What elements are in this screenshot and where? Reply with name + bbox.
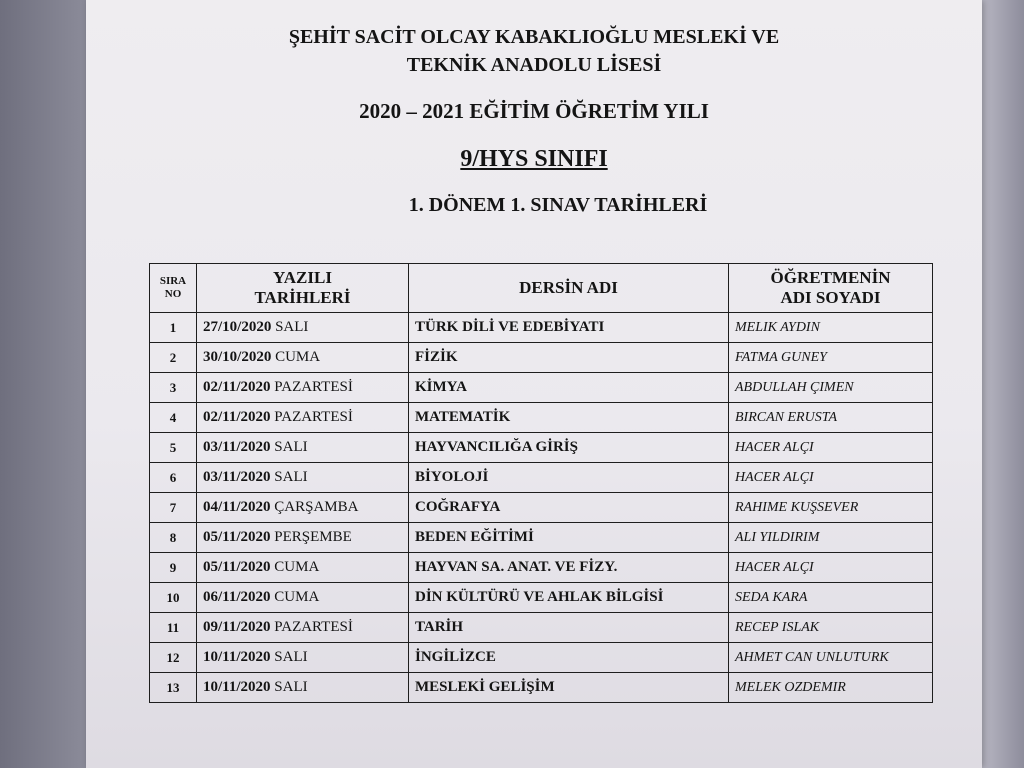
exam-date-cell xyxy=(197,643,409,673)
course-name-cell: BİYOLOJİ xyxy=(409,463,729,493)
exam-date-cell xyxy=(197,343,409,373)
class-title: 9/HYS SINIFI xyxy=(460,146,608,172)
teacher-name-cell: ALI YILDIRIM xyxy=(729,523,933,553)
exam-date: 02/11/2020 xyxy=(203,409,271,425)
table-body xyxy=(150,313,933,703)
exam-date-cell xyxy=(197,673,409,703)
exam-weekday: CUMA xyxy=(275,349,321,365)
exam-date-cell xyxy=(197,493,409,523)
course-name-cell: DİN KÜLTÜRÜ VE AHLAK BİLGİSİ xyxy=(409,583,729,613)
course-name-cell: İNGİLİZCE xyxy=(409,643,729,673)
exam-date: 03/11/2020 xyxy=(203,469,271,485)
exam-date-cell xyxy=(197,583,409,613)
row-number-cell: 7 xyxy=(150,493,197,523)
exam-date: 06/11/2020 xyxy=(203,589,271,605)
exam-date-cell xyxy=(197,313,409,343)
table-row xyxy=(150,493,933,523)
exam-schedule-table xyxy=(149,263,933,703)
exam-weekday: SALI xyxy=(274,469,308,485)
course-name-cell: COĞRAFYA xyxy=(409,493,729,523)
row-number-cell: 12 xyxy=(150,643,197,673)
exam-weekday: ÇARŞAMBA xyxy=(274,499,359,515)
column-header-teacher-line1: ÖĞRETMENİN xyxy=(770,268,891,287)
table-row xyxy=(150,523,933,553)
academic-year: 2020 – 2021 EĞİTİM ÖĞRETİM YILI xyxy=(359,99,709,123)
exam-weekday: PAZARTESİ xyxy=(274,409,353,425)
exam-date: 05/11/2020 xyxy=(203,529,271,545)
row-number-cell: 13 xyxy=(150,673,197,703)
course-name-cell: MATEMATİK xyxy=(409,403,729,433)
row-number-cell: 10 xyxy=(150,583,197,613)
row-number-cell: 1 xyxy=(150,313,197,343)
teacher-name-cell: SEDA KARA xyxy=(729,583,933,613)
exam-weekday: SALI xyxy=(275,319,309,335)
column-header-teacher xyxy=(729,264,933,313)
teacher-name-cell: RECEP ISLAK xyxy=(729,613,933,643)
table-row xyxy=(150,373,933,403)
table-row xyxy=(150,463,933,493)
teacher-name-cell: MELEK OZDEMIR xyxy=(729,673,933,703)
display-bezel xyxy=(982,0,1024,768)
exam-weekday: PAZARTESİ xyxy=(274,619,353,635)
column-header-date xyxy=(197,264,409,313)
table-row xyxy=(150,553,933,583)
table-row xyxy=(150,613,933,643)
school-name-line2: TEKNİK ANADOLU LİSESİ xyxy=(406,54,662,76)
course-name-cell: TÜRK DİLİ VE EDEBİYATI xyxy=(409,313,729,343)
table-row xyxy=(150,403,933,433)
exam-date-cell xyxy=(197,463,409,493)
exam-weekday: SALI xyxy=(274,439,308,455)
exam-date: 10/11/2020 xyxy=(203,679,271,695)
exam-date-cell xyxy=(197,553,409,583)
teacher-name-cell: HACER ALÇI xyxy=(729,433,933,463)
course-name-cell: MESLEKİ GELİŞİM xyxy=(409,673,729,703)
column-header-no-line1: SIRA xyxy=(159,275,187,287)
table-row xyxy=(150,343,933,373)
table-row xyxy=(150,313,933,343)
teacher-name-cell: HACER ALÇI xyxy=(729,553,933,583)
column-header-date-line2: TARİHLERİ xyxy=(254,288,351,307)
teacher-name-cell: ABDULLAH ÇIMEN xyxy=(729,373,933,403)
teacher-name-cell: MELIK AYDIN xyxy=(729,313,933,343)
teacher-name-cell: HACER ALÇI xyxy=(729,463,933,493)
column-header-course: DERSİN ADI xyxy=(409,264,729,313)
exam-date: 03/11/2020 xyxy=(203,439,271,455)
school-name-line1: ŞEHİT SACİT OLCAY KABAKLIOĞLU MESLEKİ VE xyxy=(288,26,780,48)
exam-weekday: PAZARTESİ xyxy=(274,379,353,395)
column-header-date-line1: YAZILI xyxy=(273,268,332,287)
column-header-teacher-line2: ADI SOYADI xyxy=(780,288,881,307)
exam-date: 30/10/2020 xyxy=(203,349,272,365)
teacher-name-cell: RAHIME KUŞSEVER xyxy=(729,493,933,523)
course-name-cell: HAYVANCILIĞA GİRİŞ xyxy=(409,433,729,463)
course-name-cell: BEDEN EĞİTİMİ xyxy=(409,523,729,553)
course-name-cell: HAYVAN SA. ANAT. VE FİZY. xyxy=(409,553,729,583)
exam-date: 27/10/2020 xyxy=(203,319,272,335)
exam-weekday: SALI xyxy=(274,679,308,695)
exam-weekday: CUMA xyxy=(274,589,320,605)
exam-term-title: 1. DÖNEM 1. SINAV TARİHLERİ xyxy=(408,194,708,216)
table-row xyxy=(150,673,933,703)
row-number-cell: 4 xyxy=(150,403,197,433)
exam-date-cell xyxy=(197,523,409,553)
exam-date: 05/11/2020 xyxy=(203,559,271,575)
row-number-cell: 3 xyxy=(150,373,197,403)
exam-date: 10/11/2020 xyxy=(203,649,271,665)
table-row xyxy=(150,643,933,673)
exam-date: 09/11/2020 xyxy=(203,619,271,635)
column-header-no xyxy=(150,264,197,313)
teacher-name-cell: FATMA GUNEY xyxy=(729,343,933,373)
exam-date: 02/11/2020 xyxy=(203,379,271,395)
row-number-cell: 11 xyxy=(150,613,197,643)
teacher-name-cell: BIRCAN ERUSTA xyxy=(729,403,933,433)
exam-date: 04/11/2020 xyxy=(203,499,271,515)
row-number-cell: 2 xyxy=(150,343,197,373)
course-name-cell: KİMYA xyxy=(409,373,729,403)
exam-date-cell xyxy=(197,613,409,643)
teacher-name-cell: AHMET CAN UNLUTURK xyxy=(729,643,933,673)
table-row xyxy=(150,433,933,463)
course-name-cell: FİZİK xyxy=(409,343,729,373)
exam-date-cell xyxy=(197,373,409,403)
row-number-cell: 5 xyxy=(150,433,197,463)
exam-date-cell xyxy=(197,403,409,433)
row-number-cell: 9 xyxy=(150,553,197,583)
row-number-cell: 8 xyxy=(150,523,197,553)
table-header-row xyxy=(150,264,933,313)
exam-weekday: CUMA xyxy=(274,559,320,575)
column-header-no-line2: NO xyxy=(164,288,182,300)
row-number-cell: 6 xyxy=(150,463,197,493)
table-row xyxy=(150,583,933,613)
exam-weekday: PERŞEMBE xyxy=(274,529,352,545)
exam-date-cell xyxy=(197,433,409,463)
course-name-cell: TARİH xyxy=(409,613,729,643)
exam-weekday: SALI xyxy=(274,649,308,665)
